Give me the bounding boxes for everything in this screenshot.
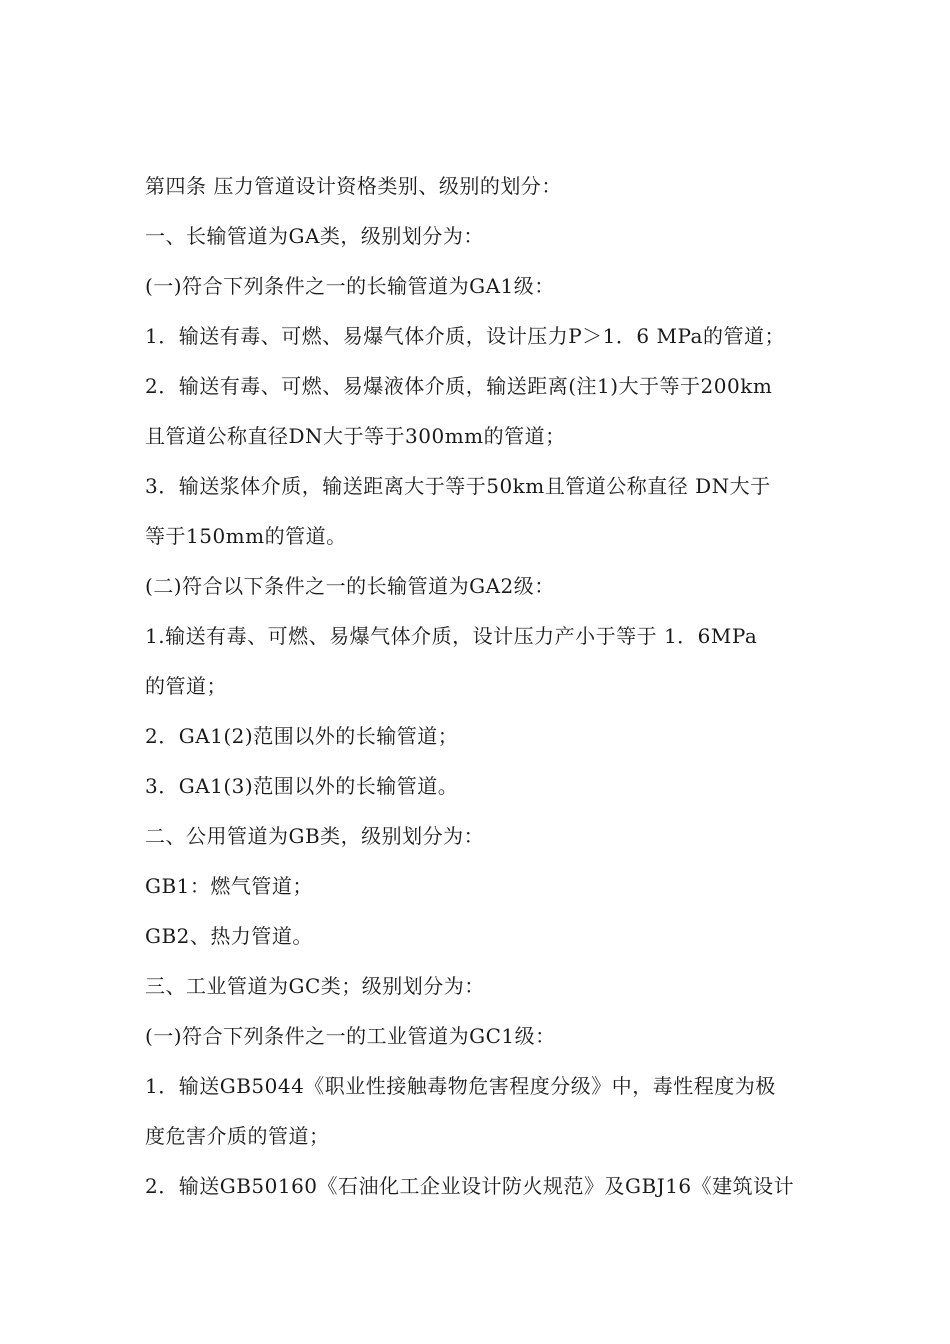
subsection-heading-ga2: (二)符合以下条件之一的长输管道为GA2级： <box>145 574 555 598</box>
document-body <box>145 161 810 1211</box>
paragraph-line: 2．GA1(2)范围以外的长输管道； <box>145 724 459 748</box>
paragraph-line: 的管道； <box>145 674 227 698</box>
paragraph-line: 1．输送有毒、可燃、易爆气体介质，设计压力P＞1．6 MPa的管道； <box>145 324 785 348</box>
paragraph-line: 且管道公称直径DN大于等于300mm的管道； <box>145 424 566 448</box>
paragraph-line: GB1：燃气管道； <box>145 874 313 898</box>
paragraph-line: GB2、热力管道。 <box>145 924 313 948</box>
section-heading-gb: 二、公用管道为GB类，级别划分为： <box>145 824 485 848</box>
paragraph-line: 3．输送浆体介质，输送距离大于等于50km且管道公称直径 DN大于 <box>145 474 771 498</box>
paragraph-line: 度危害介质的管道； <box>145 1124 330 1148</box>
section-heading-ga: 一、长输管道为GA类，级别划分为： <box>145 224 484 248</box>
paragraph-line: 1.输送有毒、可燃、易爆气体介质，设计压力产小于等于 1．6MPa <box>145 624 758 648</box>
paragraph-line: 1．输送GB5044《职业性接触毒物危害程度分级》中，毒性程度为极 <box>145 1074 776 1098</box>
subsection-heading-ga1: (一)符合下列条件之一的长输管道为GA1级： <box>145 274 555 298</box>
subsection-heading-gc1: (一)符合下列条件之一的工业管道为GC1级： <box>145 1024 556 1048</box>
paragraph-line: 3．GA1(3)范围以外的长输管道。 <box>145 774 459 798</box>
paragraph-line: 2．输送有毒、可燃、易爆液体介质，输送距离(注1)大于等于200km <box>145 374 773 398</box>
article-heading: 第四条 压力管道设计资格类别、级别的划分： <box>145 174 562 198</box>
paragraph-line: 等于150mm的管道。 <box>145 524 347 548</box>
paragraph-line: 2．输送GB50160《石油化工企业设计防火规范》及GBJ16《建筑设计 <box>145 1174 795 1198</box>
section-heading-gc: 三、工业管道为GC类；级别划分为： <box>145 974 485 998</box>
